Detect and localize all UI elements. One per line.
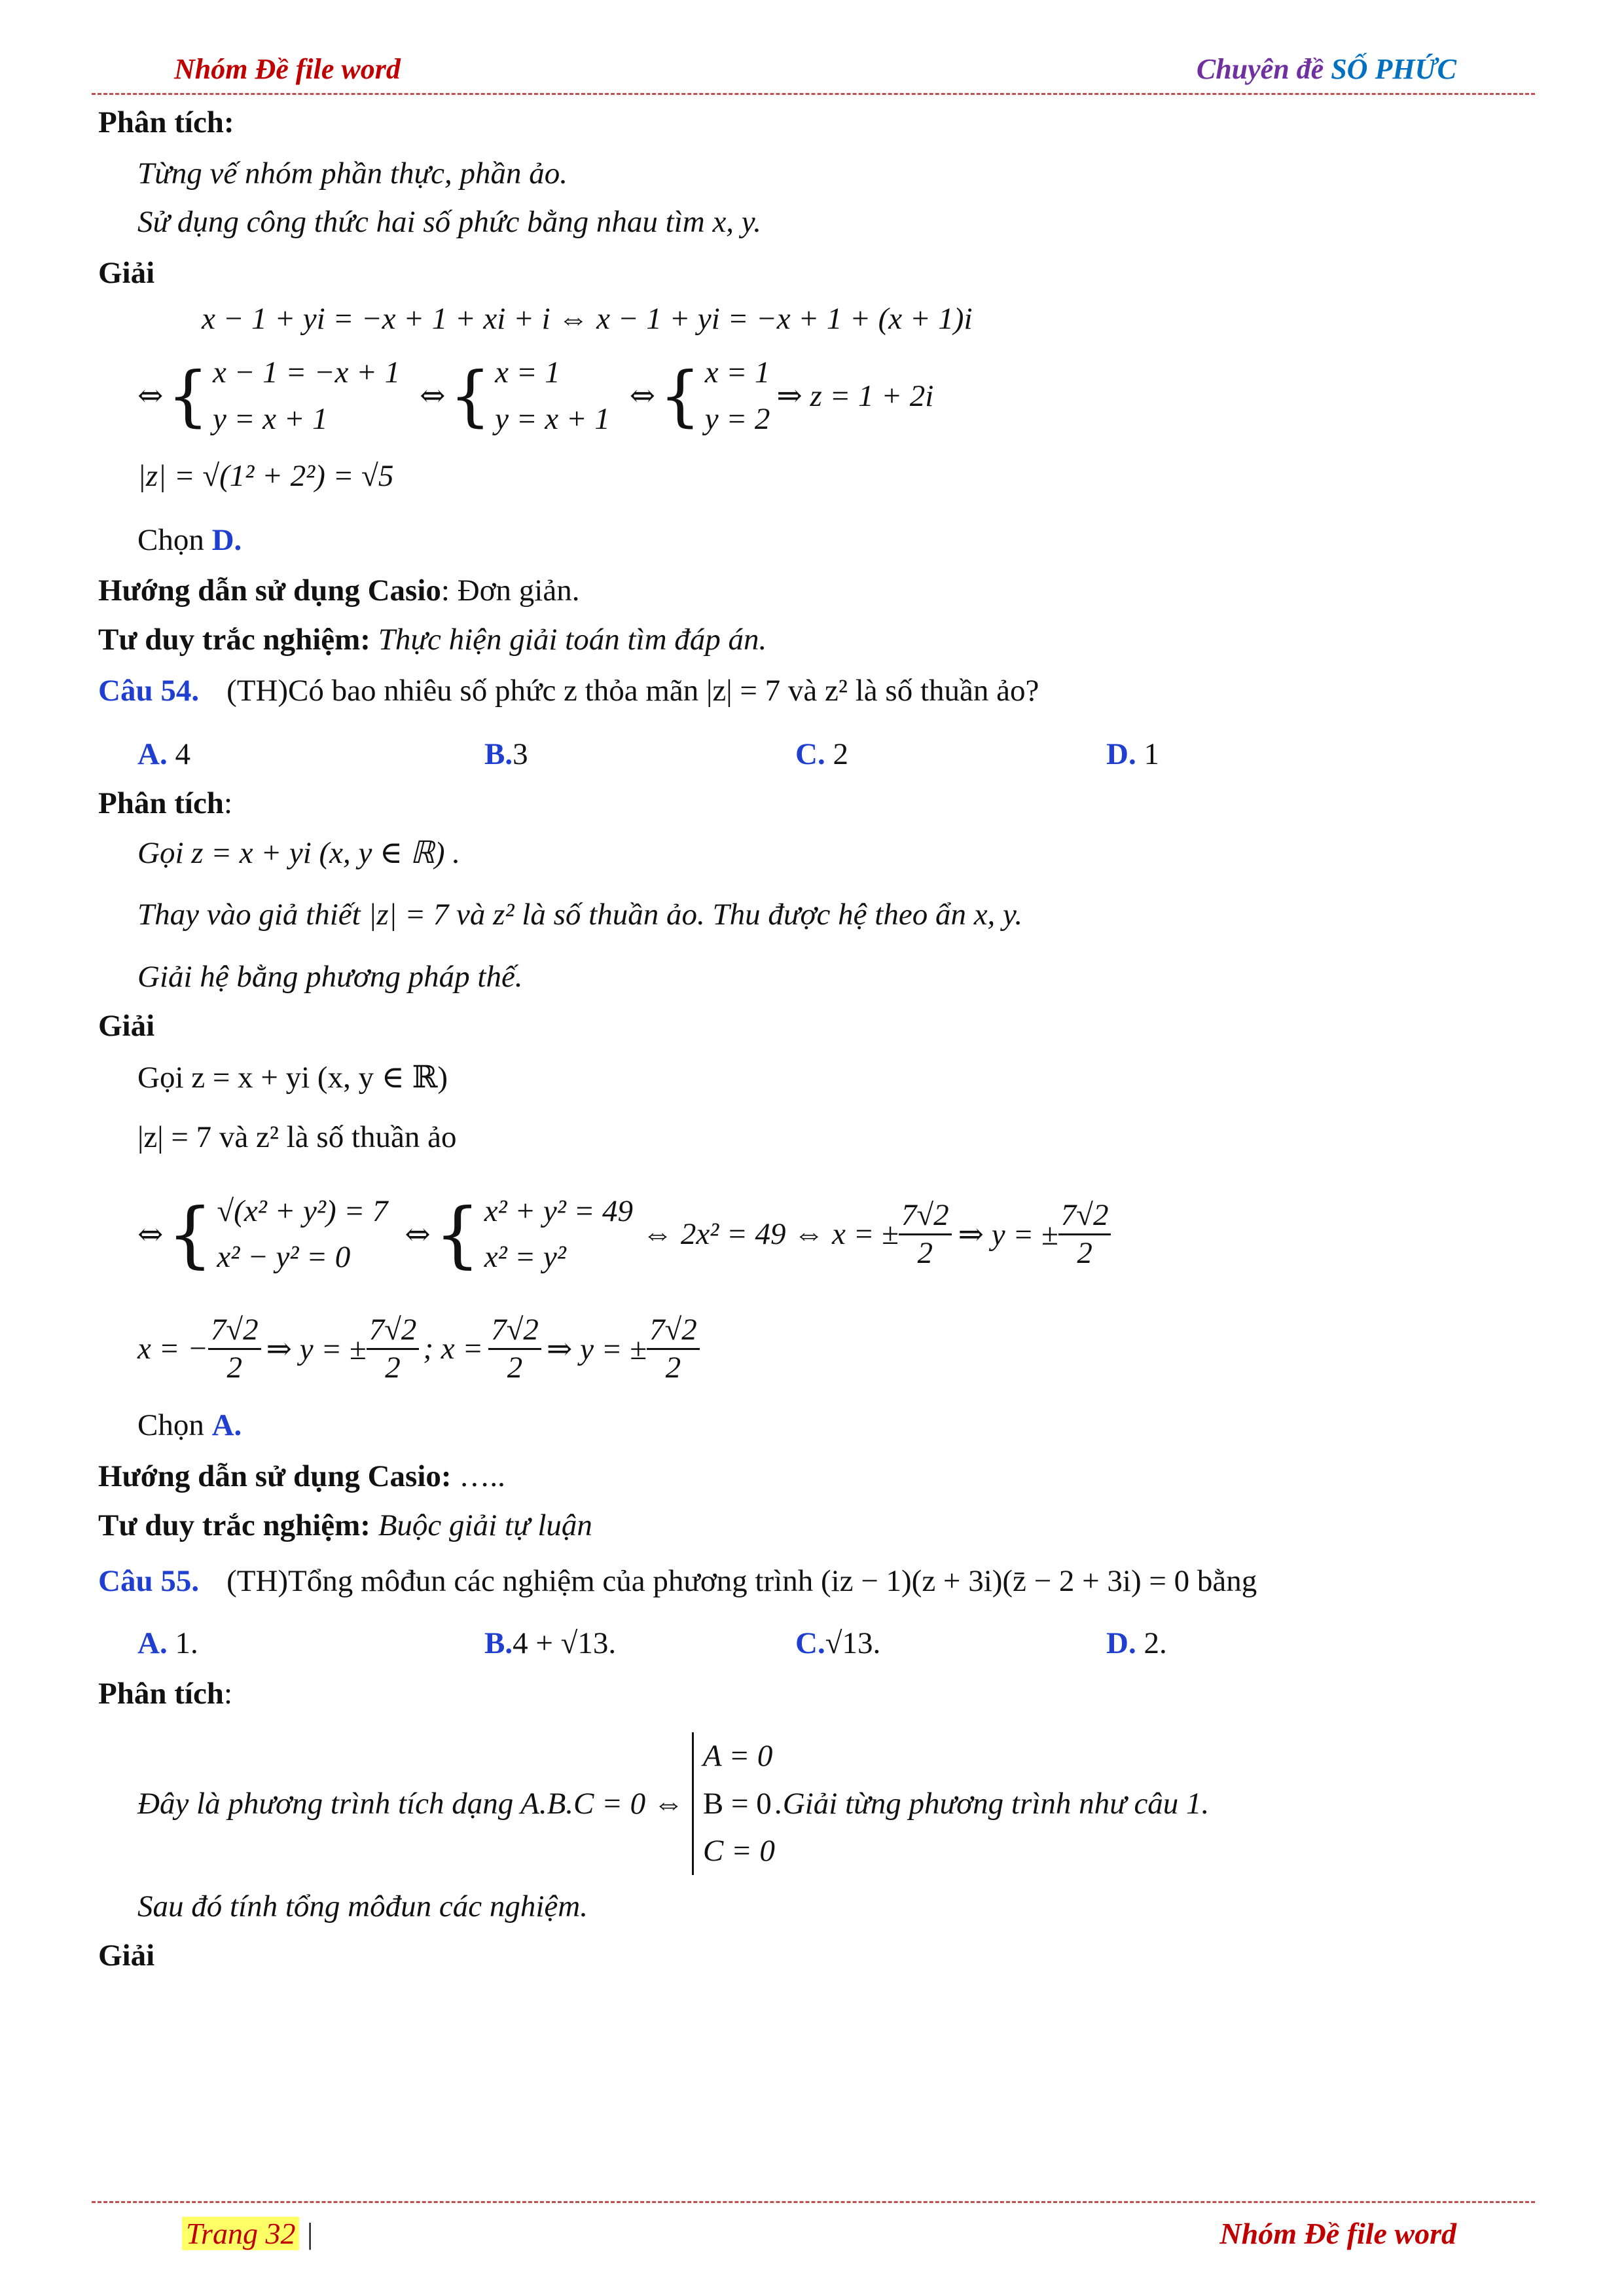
question-text: (TH)Tổng môđun các nghiệm của phương trình (iz − 1)(z + 3i)(z̄ − 2 + 3i) = 0 bằng [226,1564,1257,1598]
page-number: Trang 32 [182,2217,299,2250]
option-key: A. [137,1626,168,1660]
option-key: A. [137,737,168,771]
analysis-line: Giải hệ bằng phương pháp thế. [137,960,523,994]
phan-tich-label: Phân tích [98,1677,224,1711]
fraction [488,1312,541,1385]
option-a[interactable] [137,737,190,772]
analysis-line: Sử dụng công thức hai số phức bằng nhau tìm x, y. [137,205,761,239]
fraction-numerator: 7√2 [367,1312,420,1349]
giai-heading: Giải [98,1939,155,1973]
fraction-numerator: 7√2 [899,1197,952,1235]
equation-part: ⇔ 2x² = 49 ⇔ x = ± [642,1217,899,1251]
option-b[interactable] [484,1626,616,1661]
fraction [1058,1197,1111,1270]
left-brace: { [659,357,701,434]
option-key: C. [795,737,825,771]
tuduy-line [98,622,767,657]
header-right [1197,52,1456,86]
question-label: Câu 55. [98,1564,200,1598]
result: ⇒ z = 1 + 2i [776,379,934,413]
fraction [647,1312,700,1385]
system-row: x² = y² [484,1240,566,1274]
equation-part: ⇒ y = ± [958,1217,1058,1252]
footer-separator: | [299,2217,314,2250]
fraction-numerator: 7√2 [208,1312,261,1349]
chon-label: Chọn [137,523,212,557]
tuduy-label: Tư duy trắc nghiệm: [98,1508,370,1542]
solution-line: |z| = 7 và z² là số thuần ảo [137,1120,457,1154]
system-chain [137,348,933,443]
header-left: Nhóm Đề file word [174,53,401,85]
phan-tich-heading [98,786,232,821]
fraction-denominator: 2 [385,1350,401,1385]
question-label: Câu 54. [98,674,200,708]
left-brace: { [167,1192,213,1276]
footer-rule [92,2201,1535,2203]
casio-text: : Đơn giản. [441,574,580,608]
equation-after: .Giải từng phương trình như câu 1. [774,1787,1210,1821]
colon: : [223,1677,233,1711]
system-row: x² + y² = 49 [484,1194,634,1228]
case-row: A = 0 [702,1738,773,1773]
equiv-symbol: ⇔ [420,378,446,414]
system [213,350,400,442]
option-key: D. [1106,1626,1136,1660]
header-prefix: Chuyên đề [1196,53,1331,85]
system-row: x = 1 [704,355,770,390]
system [217,1188,388,1281]
equiv-symbol: ⇔ [629,378,656,414]
option-key: D. [1106,737,1136,771]
giai-heading: Giải [98,256,155,290]
option-value: 1. [167,1626,198,1660]
product-equation [137,1728,1209,1879]
colon: : [223,786,233,820]
system-row: y = 2 [704,401,770,436]
cases-line [137,1303,700,1394]
casio-label: Hướng dẫn sử dụng Casio [98,574,441,608]
fraction-numerator: 7√2 [647,1312,700,1349]
option-value: 3 [513,737,528,771]
equation-intro: Đây là phương trình tích dạng A.B.C = 0 ⇔ [137,1787,684,1821]
option-key: B. [484,737,513,771]
chon-line [137,1408,242,1443]
tuduy-text: Buộc giải tự luận [370,1508,592,1542]
option-value: 2. [1136,1626,1167,1660]
system-row: √(x² + y²) = 7 [217,1194,388,1228]
question-text: (TH)Có bao nhiêu số phức z thỏa mãn |z| = 7 và z² là số thuần ảo? [226,674,1039,708]
question-54 [98,673,1039,708]
option-a[interactable] [137,1626,198,1661]
option-d[interactable] [1106,737,1159,772]
option-value: 4 + √13. [513,1626,617,1660]
fraction-denominator: 2 [917,1235,933,1270]
analysis-line: Thay vào giả thiết |z| = 7 và z² là số thuần ảo. Thu được hệ theo ẩn x, y. [137,898,1023,932]
solution-line: Gọi z = x + yi (x, y ∈ ℝ) [137,1061,448,1095]
option-d[interactable] [1106,1626,1167,1661]
equation: x − 1 + yi = −x + 1 + xi + i ⇔ x − 1 + yi = −x + 1 + (x + 1)i [202,302,973,336]
fraction-denominator: 2 [507,1350,523,1385]
option-value: 4 [167,737,190,771]
option-value: √13. [825,1626,881,1660]
fraction [899,1197,952,1270]
casio-line [98,1459,505,1494]
equation-part: ; x = [423,1332,484,1366]
fraction-denominator: 2 [665,1350,681,1385]
footer-left [182,2216,313,2251]
fraction-denominator: 2 [226,1350,242,1385]
case-bracket [692,1732,775,1876]
equiv-symbol: ⇔ [137,1216,164,1252]
equiv-symbol: ⇔ [405,1216,431,1252]
fraction-denominator: 2 [1077,1235,1092,1270]
system-chain [137,1175,1111,1293]
casio-label: Hướng dẫn sử dụng Casio: [98,1459,452,1493]
fraction-numerator: 7√2 [1058,1197,1111,1235]
equiv-symbol: ⇔ [137,378,164,414]
system [705,350,770,442]
fraction [208,1312,261,1385]
fraction-numerator: 7√2 [488,1312,541,1349]
chon-answer: A. [211,1408,242,1442]
question-55 [98,1563,1257,1599]
option-c[interactable] [795,1626,880,1661]
system-row: x − 1 = −x + 1 [213,355,401,390]
option-key: C. [795,1626,825,1660]
left-brace: { [434,1192,480,1276]
system [495,350,610,442]
option-b[interactable] [484,737,528,772]
case-row: C = 0 [702,1834,775,1868]
left-brace: { [449,357,492,434]
system [484,1188,633,1281]
left-brace: { [167,357,209,434]
tuduy-line [98,1508,592,1543]
phan-tich-label: Phân tích [98,786,224,820]
footer-right: Nhóm Đề file word [1219,2217,1456,2250]
phan-tich-heading: Phân tích: [98,105,234,139]
header-topic: SỐ PHỨC [1331,53,1456,85]
analysis-line: Sau đó tính tổng môđun các nghiệm. [137,1889,588,1923]
tuduy-label: Tư duy trắc nghiệm: [98,623,370,657]
phan-tich-heading [98,1676,232,1711]
chon-label: Chọn [137,1408,212,1442]
header-rule [92,93,1535,95]
giai-heading: Giải [98,1009,155,1043]
case-row: B = 0 [702,1786,772,1821]
casio-text: ….. [451,1459,505,1493]
option-c[interactable] [795,737,848,772]
system-row: x = 1 [495,355,560,390]
option-key: B. [484,1626,513,1660]
equation-part: ⇒ y = ± [266,1332,367,1366]
tuduy-text: Thực hiện giải toán tìm đáp án. [370,623,767,657]
option-value: 1 [1136,737,1159,771]
system-row: y = x + 1 [213,401,328,436]
option-value: 2 [825,737,848,771]
chon-answer: D. [211,523,242,557]
system-row: y = x + 1 [495,401,610,436]
equation-part: x = − [137,1332,208,1366]
analysis-line: Từng vế nhóm phần thực, phần ảo. [137,156,568,191]
analysis-line: Gọi z = x + yi (x, y ∈ ℝ) . [137,836,461,870]
fraction [367,1312,420,1385]
casio-line [98,573,579,608]
chon-line [137,522,242,558]
modulus-line: |z| = √(1² + 2²) = √5 [137,459,394,493]
system-row: x² − y² = 0 [217,1240,351,1274]
equation-part: ⇒ y = ± [546,1332,647,1366]
